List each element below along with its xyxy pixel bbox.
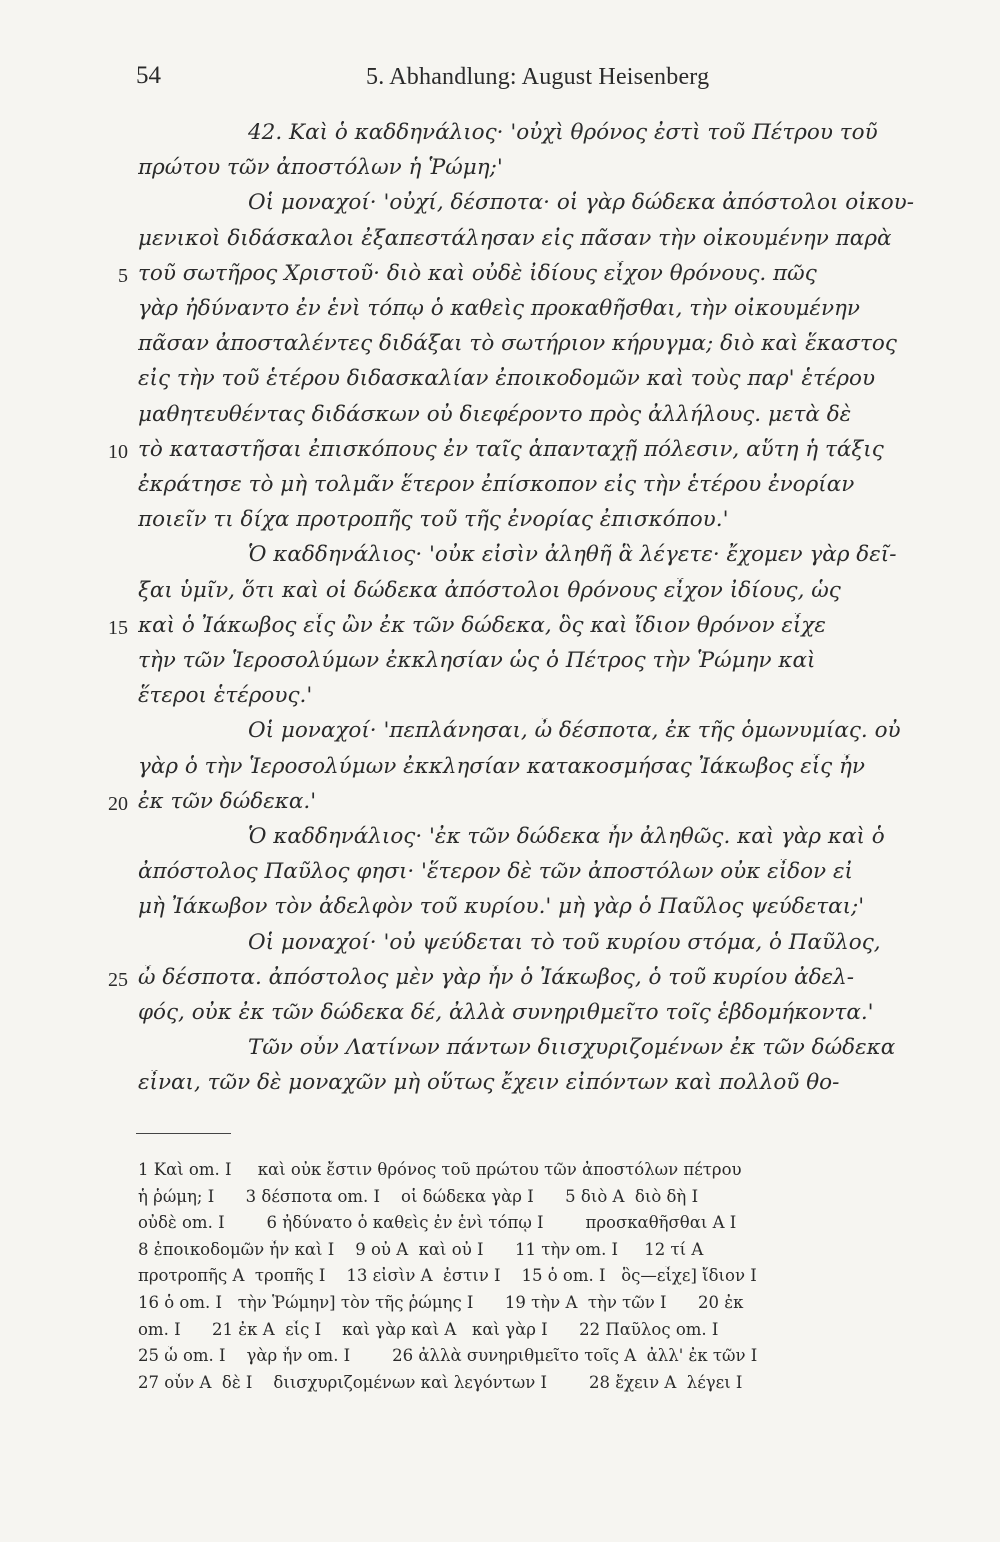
text-line (0, 1070, 1000, 1104)
text-line (0, 578, 1000, 612)
text-line (0, 754, 1000, 788)
page-header (110, 62, 960, 102)
text-line (0, 155, 1000, 189)
line-text: φός, οὐκ ἐκ τῶν δώδεκα δέ, ἀλλὰ συνηριθμεῖτο τοῖς ἑβδομήκοντα.' (138, 1000, 874, 1025)
line-text: πᾶσαν ἀποσταλέντες διδάξαι τὸ σωτήριον κήρυγμα; διὸ καὶ ἕκαστος (138, 331, 897, 357)
apparatus-line: om. I 21 ἐκ A εἷς I καὶ γὰρ καὶ A καὶ γὰρ I 22 Παῦλος om. I (138, 1319, 719, 1339)
line-text: ἕτεροι ἑτέρους.' (138, 683, 313, 709)
text-line (0, 437, 1000, 471)
text-line (0, 190, 1000, 224)
line-text: Τῶν οὖν Λατίνων πάντων διισχυριζομένων ἐκ τῶν δώδεκα (248, 1035, 896, 1061)
line-text: γὰρ ὁ τὴν Ἱεροσολύμων ἐκκλησίαν κατακοσμήσας Ἰάκωβος εἷς ἦν (138, 753, 866, 779)
line-text: ξαι ὑμῖν, ὅτι καὶ οἱ δώδεκα ἀπόστολοι θρόνους εἶχον ἰδίους, ὡς (138, 577, 841, 603)
text-line (0, 894, 1000, 928)
line-text: καὶ ὁ Ἰάκωβος εἷς ὢν ἐκ τῶν δώδεκα, ὃς καὶ ἴδιον θρόνον εἶχε (138, 612, 826, 638)
line-number: 5 (118, 264, 128, 287)
line-number: 25 (108, 968, 128, 991)
line-text: μαθητευθέντας διδάσκων οὐ διεφέροντο πρὸς ἀλλήλους. μετὰ δὲ (138, 401, 852, 427)
text-line (0, 648, 1000, 682)
line-number: 15 (108, 616, 128, 639)
text-line (0, 261, 1000, 295)
line-text: πρώτου τῶν ἀποστόλων ἡ Ῥώμη;' (138, 155, 503, 181)
text-line (0, 789, 1000, 823)
apparatus-line: ἡ ῥώμη; I 3 δέσποτα om. I οἱ δώδεκα γὰρ I 5 διὸ A διὸ δὴ I (138, 1186, 699, 1206)
text-line (0, 965, 1000, 999)
text-line (0, 120, 1000, 154)
line-text: τὸ καταστῆσαι ἐπισκόπους ἐν ταῖς ἁπανταχῇ πόλεσιν, αὕτη ἡ τάξις (138, 436, 884, 462)
line-text: τὴν τῶν Ἱεροσολύμων ἐκκλησίαν ὡς ὁ Πέτρος τὴν Ῥώμην καὶ (138, 648, 816, 673)
footnote-rule (136, 1133, 231, 1134)
apparatus-line: προτροπῆς A τροπῆς I 13 εἰσὶν A ἐστιν I 15 ὁ om. I ὃς—εἶχε] ἴδιον I (138, 1266, 757, 1286)
text-line (0, 507, 1000, 541)
text-line (0, 1000, 1000, 1034)
apparatus-line: 25 ὦ om. I γὰρ ἦν om. I 26 ἀλλὰ συνηριθμεῖτο τοῖς A ἀλλ' ἐκ τῶν I (138, 1346, 758, 1366)
line-text: εἰς τὴν τοῦ ἑτέρου διδασκαλίαν ἐποικοδομῶν καὶ τοὺς παρ' ἑτέρου (138, 366, 876, 392)
line-text: ποιεῖν τι δίχα προτροπῆς τοῦ τῆς ἐνορίας ἐπισκόπου.' (138, 507, 729, 533)
line-text: Ὁ καδδηνάλιος· 'ἐκ τῶν δώδεκα ἦν ἀληθῶς. καὶ γὰρ καὶ ὁ (248, 824, 885, 849)
line-text: 42. Καὶ ὁ καδδηνάλιος· 'οὐχὶ θρόνος ἐστὶ τοῦ Πέτρου τοῦ (248, 120, 878, 145)
line-text: μενικοὶ διδάσκαλοι ἐξαπεστάλησαν εἰς πᾶσαν τὴν οἰκουμένην παρὰ (138, 225, 892, 251)
line-text: Ὁ καδδηνάλιος· 'οὐκ εἰσὶν ἀληθῆ ἃ λέγετε· ἔχομεν γὰρ δεῖ- (248, 542, 897, 568)
line-number: 10 (108, 440, 128, 463)
text-line (0, 1035, 1000, 1069)
line-text: ἀπόστολος Παῦλος φησι· 'ἕτερον δὲ τῶν ἀποστόλων οὐκ εἶδον εἰ (138, 859, 853, 885)
text-line (0, 930, 1000, 964)
line-text: εἶναι, τῶν δὲ μοναχῶν μὴ οὕτως ἔχειν εἰπόντων καὶ πολλοῦ θο- (138, 1070, 840, 1096)
line-text: Οἱ μοναχοί· 'οὐχί, δέσποτα· οἱ γὰρ δώδεκα ἀπόστολοι οἰκου- (248, 190, 914, 216)
line-text: Οἱ μοναχοί· 'οὐ ψεύδεται τὸ τοῦ κυρίου στόμα, ὁ Παῦλος, (248, 929, 881, 955)
apparatus-line: 27 οὖν A δὲ I διισχυριζομένων καὶ λεγόντων I 28 ἔχειν A λέγει I (138, 1372, 743, 1392)
line-text: γὰρ ἠδύναντο ἐν ἑνὶ τόπῳ ὁ καθεὶς προκαθῆσθαι, τὴν οἰκουμένην (138, 296, 860, 321)
text-line (0, 296, 1000, 330)
line-text: τοῦ σωτῆρος Χριστοῦ· διὸ καὶ οὐδὲ ἰδίους εἶχον θρόνους. πῶς (138, 260, 817, 286)
text-line (0, 859, 1000, 893)
page-number: 54 (136, 62, 161, 89)
apparatus-line: οὐδὲ om. I 6 ἠδύνατο ὁ καθεὶς ἐν ἑνὶ τόπῳ I προσκαθῆσθαι A I (138, 1213, 737, 1233)
text-line (0, 331, 1000, 365)
text-line (0, 226, 1000, 260)
line-text: μὴ Ἰάκωβον τὸν ἀδελφὸν τοῦ κυρίου.' μὴ γὰρ ὁ Παῦλος ψεύδεται;' (138, 894, 865, 920)
line-text: ὦ δέσποτα. ἀπόστολος μὲν γὰρ ἦν ὁ Ἰάκωβος, ὁ τοῦ κυρίου ἀδελ- (138, 964, 854, 990)
text-line (0, 683, 1000, 717)
text-line (0, 402, 1000, 436)
text-line (0, 366, 1000, 400)
line-text: Οἱ μοναχοί· 'πεπλάνησαι, ὦ δέσποτα, ἐκ τῆς ὁμωνυμίας. οὐ (248, 718, 901, 744)
text-line (0, 718, 1000, 752)
running-head: 5. Abhandlung: August Heisenberg (366, 64, 710, 90)
text-line (0, 824, 1000, 858)
line-text: ἐκ τῶν δώδεκα.' (138, 788, 317, 814)
line-number: 20 (108, 792, 128, 815)
text-line (0, 472, 1000, 506)
text-line (0, 542, 1000, 576)
apparatus-line: 16 ὁ om. I τὴν Ῥώμην] τὸν τῆς ῥώμης I 19 τὴν A τὴν τῶν I 20 ἐκ (138, 1293, 744, 1312)
apparatus-line: 8 ἐποικοδομῶν ἦν καὶ I 9 οὐ A καὶ οὐ I 11 τὴν om. I 12 τί A (138, 1239, 704, 1259)
apparatus-line: 1 Καὶ om. I καὶ οὐκ ἔστιν θρόνος τοῦ πρώτου τῶν ἀποστόλων πέτρου (138, 1160, 742, 1179)
line-text: ἐκράτησε τὸ μὴ τολμᾶν ἕτερον ἐπίσκοπον εἰς τὴν ἑτέρου ἐνορίαν (138, 472, 855, 497)
text-line (0, 613, 1000, 647)
